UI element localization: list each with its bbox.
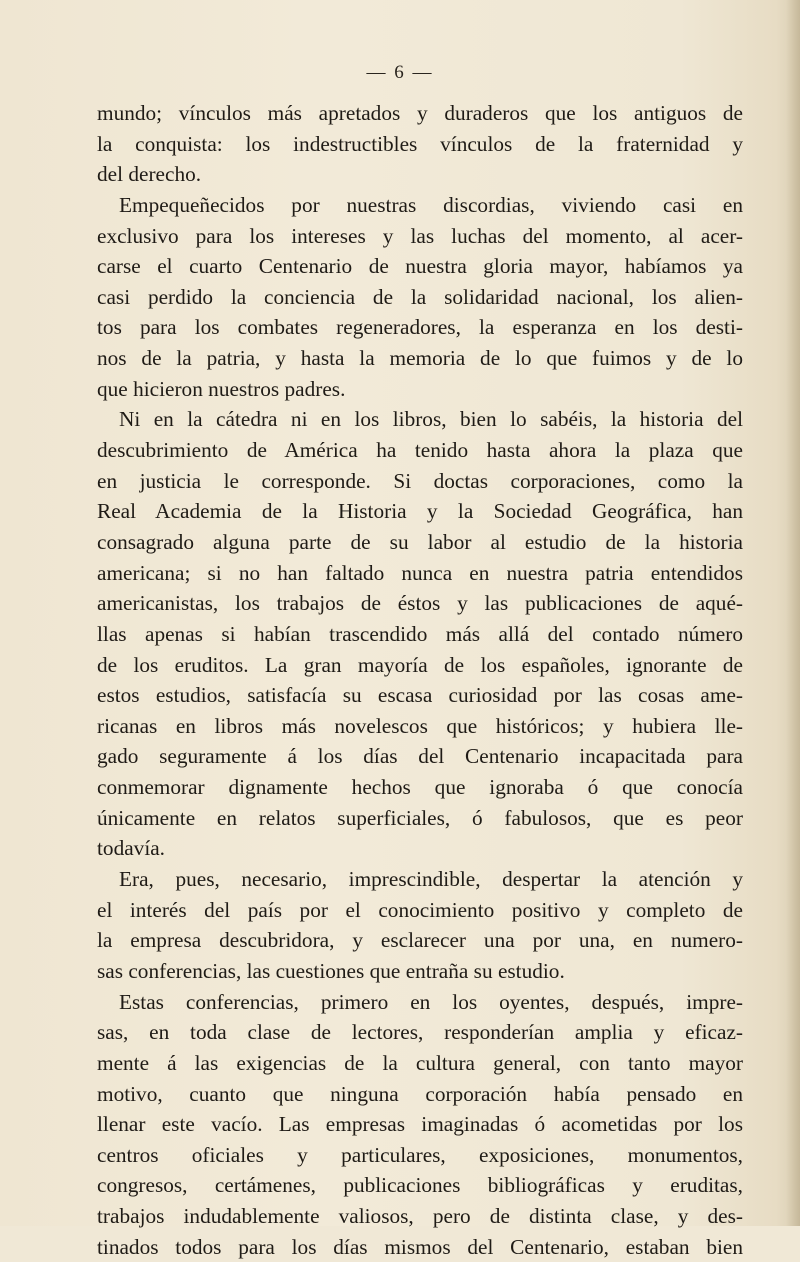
text-line: americana; si no han faltado nunca en nuestra patria entendidos <box>97 560 743 585</box>
text-line: llenar este vacío. Las empresas imaginadas ó acometidas por los <box>97 1112 743 1137</box>
text-line: Ni en la cátedra ni en los libros, bien lo sabéis, la historia del <box>119 407 743 432</box>
text-line: sas, en toda clase de lectores, responderían amplia y eficaz- <box>97 1020 743 1045</box>
text-line: congresos, certámenes, publicaciones bibliográficas y eruditas, <box>97 1173 743 1198</box>
text-line: mente á las exigencias de la cultura general, con tanto mayor <box>97 1050 743 1075</box>
text-line: conmemorar dignamente hechos que ignoraba ó que conocía <box>97 775 743 800</box>
text-line: consagrado alguna parte de su labor al estudio de la historia <box>97 529 743 554</box>
text-line: sas conferencias, las cuestiones que entraña su estudio. <box>97 958 565 983</box>
text-line: llas apenas si habían trascendido más allá del contado número <box>97 621 743 646</box>
text-line: Empequeñecidos por nuestras discordias, viviendo casi en <box>119 192 743 217</box>
text-line: únicamente en relatos superficiales, ó fabulosos, que es peor <box>97 805 743 830</box>
text-line: ricanas en libros más novelescos que históricos; y hubiera lle- <box>97 713 743 738</box>
text-line: casi perdido la conciencia de la solidaridad nacional, los alien- <box>97 284 743 309</box>
text-line: centros oficiales y particulares, exposiciones, monumentos, <box>97 1142 743 1167</box>
text-line: en justicia le corresponde. Si doctas corporaciones, como la <box>97 468 743 493</box>
text-line: nos de la patria, y hasta la memoria de lo que fuimos y de lo <box>97 346 743 371</box>
text-line: descubrimiento de América ha tenido hasta ahora la plaza que <box>97 438 743 463</box>
text-line: el interés del país por el conocimiento positivo y completo de <box>97 897 743 922</box>
page-edge-shadow <box>786 0 800 1226</box>
text-line: gado seguramente á los días del Centenario incapacitada para <box>97 744 743 769</box>
text-line: trabajos indudablemente valiosos, pero de distinta clase, y des- <box>97 1204 743 1229</box>
text-line: la conquista: los indestructibles vínculos de la fraternidad y <box>97 131 743 156</box>
text-line: estos estudios, satisfacía su escasa curiosidad por las cosas ame- <box>97 683 743 708</box>
text-line: todavía. <box>97 836 166 861</box>
page-number: — 6 — <box>366 62 434 83</box>
text-line: exclusivo para los intereses y las luchas del momento, al acer- <box>97 223 743 248</box>
text-line: americanistas, los trabajos de éstos y las publicaciones de aqué- <box>97 591 743 616</box>
text-line: carse el cuarto Centenario de nuestra gloria mayor, habíamos ya <box>97 254 743 279</box>
text-line: mundo; vínculos más apretados y duraderos que los antiguos de <box>97 101 743 125</box>
text-line: Real Academia de la Historia y la Sociedad Geográfica, han <box>97 499 743 524</box>
body-text <box>97 98 743 1262</box>
text-line: de los eruditos. La gran mayoría de los españoles, ignorante de <box>97 652 743 677</box>
text-line: tos para los combates regeneradores, la esperanza en los desti- <box>97 315 743 340</box>
text-line: que hicieron nuestros padres. <box>97 376 346 401</box>
text-line: la empresa descubridora, y esclarecer una por una, en numero- <box>97 928 743 953</box>
text-line: Era, pues, necesario, imprescindible, despertar la atención y <box>119 867 743 892</box>
text-line: Estas conferencias, primero en los oyentes, después, impre- <box>119 989 743 1014</box>
text-line: motivo, cuanto que ninguna corporación había pensado en <box>97 1081 743 1106</box>
text-line: del derecho. <box>97 162 202 187</box>
text-line: tinados todos para los días mismos del Centenario, estaban bien <box>97 1234 743 1259</box>
